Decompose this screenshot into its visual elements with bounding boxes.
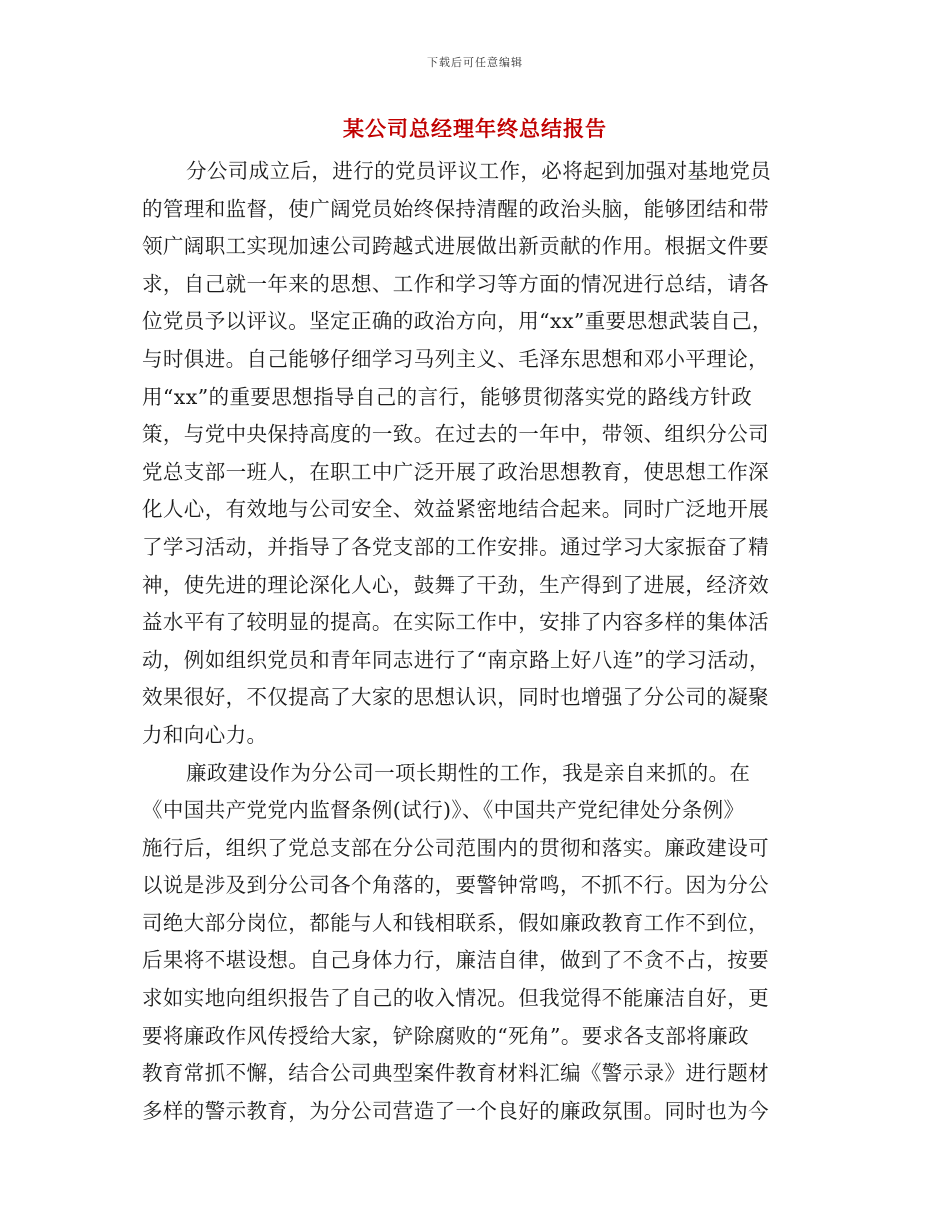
text-line: 益水平有了较明显的提高。在实际工作中，安排了内容多样的集体活 bbox=[142, 610, 769, 635]
text-line: 施行后，组织了党总支部在分公司范围内的贯彻和落实。廉政建设可 bbox=[142, 835, 769, 860]
text-line: 化人心，有效地与公司安全、效益紧密地结合起来。同时广泛地开展 bbox=[142, 497, 769, 522]
text-line: 多样的警示教育，为分公司营造了一个良好的廉政氛围。同时也为今 bbox=[142, 1098, 769, 1123]
text-line: 用“xx”的重要思想指导自己的言行，能够贯彻落实党的路线方针政 bbox=[142, 384, 752, 409]
text-line: 位党员予以评议。坚定正确的政治方向，用“xx”重要思想武装自己， bbox=[142, 309, 773, 334]
text-line: 廉政建设作为分公司一项长期性的工作，我是亲自来抓的。在 bbox=[186, 760, 751, 785]
text-line: 效果很好，不仅提高了大家的思想认识，同时也增强了分公司的凝聚 bbox=[142, 685, 769, 710]
paragraph-2 bbox=[142, 755, 806, 1131]
document-title: 某公司总经理年终总结报告 bbox=[343, 116, 607, 141]
text-line: 神，使先进的理论深化人心，鼓舞了干劲，生产得到了进展，经济效 bbox=[142, 572, 769, 597]
text-line: 的管理和监督，使广阔党员始终保持清醒的政治头脑，能够团结和带 bbox=[142, 196, 769, 221]
text-line: 力和向心力。 bbox=[142, 722, 268, 747]
paragraph-1 bbox=[142, 153, 806, 755]
text-line: 了学习活动，并指导了各党支部的工作安排。通过学习大家振奋了精 bbox=[142, 534, 769, 559]
text-line: 司绝大部分岗位，都能与人和钱相联系，假如廉政教育工作不到位， bbox=[142, 910, 769, 935]
text-line: 策，与党中央保持高度的一致。在过去的一年中，带领、组织分公司 bbox=[142, 422, 769, 447]
text-line: 教育常抓不懈，结合公司典型案件教育材料汇编《警示录》进行题材 bbox=[142, 1061, 769, 1086]
text-line: 后果将不堪设想。自己身体力行，廉洁自律，做到了不贪不占，按要 bbox=[142, 948, 769, 973]
text-line: 分公司成立后，进行的党员评议工作，必将起到加强对基地党员 bbox=[186, 159, 772, 183]
text-line: 领广阔职工实现加速公司跨越式进展做出新贡献的作用。根据文件要 bbox=[142, 234, 769, 259]
text-line: 与时俱进。自己能够仔细学习马列主义、毛泽东思想和邓小平理论， bbox=[142, 346, 769, 371]
text-line: 求，自己就一年来的思想、工作和学习等方面的情况进行总结，请各 bbox=[142, 271, 769, 296]
page-header-note: 下载后可任意编辑 bbox=[427, 56, 523, 69]
text-line: 党总支部一班人，在职工中广泛开展了政治思想教育，使思想工作深 bbox=[142, 459, 769, 484]
text-line: 求如实地向组织报告了自己的收入情况。但我觉得不能廉洁自好，更 bbox=[142, 986, 769, 1011]
text-line: 以说是涉及到分公司各个角落的，要警钟常鸣，不抓不行。因为分公 bbox=[142, 873, 769, 898]
document-body bbox=[142, 153, 806, 1130]
text-line: 《中国共产党党内监督条例(试行)》、《中国共产党纪律处分条例》 bbox=[142, 798, 745, 823]
text-line: 动，例如组织党员和青年同志进行了“南京路上好八连”的学习活动， bbox=[142, 647, 770, 672]
text-line: 要将廉政作风传授给大家，铲除腐败的“死角”。要求各支部将廉政 bbox=[142, 1023, 749, 1048]
